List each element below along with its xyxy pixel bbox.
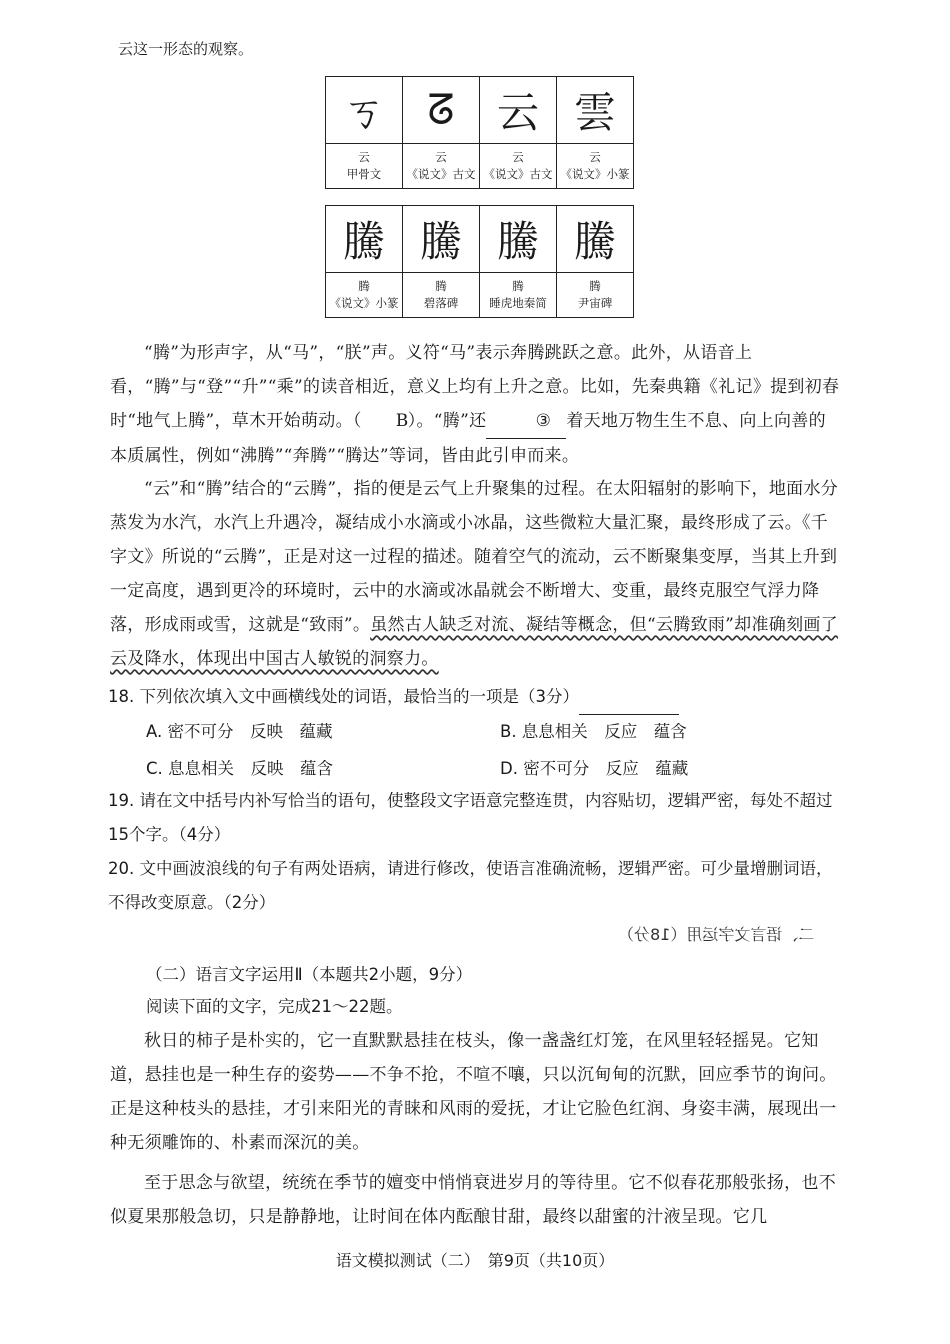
para1-text: “腾”为形声字，从“马”，“朕”声。义符“马”表示奔腾跳跃之意。此外，从语音上看，“腾”与“登”“升”“乘”的读音相近，意义上均有上升之意。比如，先秦典籍《礼记》提到初春时“地气上腾”，草木开始萌动。（ — [110, 343, 840, 431]
question-18 — [108, 680, 843, 715]
glyph-cell: 騰 — [480, 206, 557, 273]
caption-source: 尹宙碑 — [577, 296, 613, 310]
caption-char: 腾 — [435, 279, 447, 293]
caption-cell — [326, 273, 403, 318]
para2-text: “云”和“腾”结合的“云腾”，指的便是云气上升聚集的过程。在太阳辐射的影响下，地面水分蒸发为水汽，水汽上升遇冷，凝结成小水滴或小冰晶，这些微粒大量汇聚，最终形成了云。《千字文》所说的“云腾”，正是对这一过程的描述。随着空气的流动，云不断聚集变厚，当其上升到一定高度，遇到更冷的环境时，云中的水滴或冰晶就会不断增大、变重，最终克服空气浮力降落，形成雨或雪，这就是“致雨”。 — [110, 479, 839, 635]
caption-cell — [480, 144, 557, 189]
glyph-cell: 騰 — [403, 206, 480, 273]
q18-answer-blank — [579, 680, 679, 715]
section-2-instruction: 阅读下面的文字，完成21～22题。 — [146, 997, 403, 1016]
option-b: B. 息息相关 反应 蕴含 — [500, 722, 687, 741]
section-2-title: （二）语言文字运用Ⅱ（本题共2小题，9分） — [146, 965, 473, 984]
q18-stem: 18. 下列依次填入文中画横线处的词语，最恰当的一项是（3分） — [108, 687, 579, 706]
para1-text-c: 着天地万物生生不息、向上向善的本质属性，例如“沸腾”“奔腾”“腾达”等词，皆由此引申而来。 — [110, 411, 826, 466]
caption-source: 甲骨文 — [346, 167, 382, 181]
option-c: C. 息息相关 反映 蕴含 — [146, 759, 334, 778]
caption-cell — [403, 273, 480, 318]
caption-char: 云 — [512, 150, 524, 164]
glyph-cell: 雲 — [557, 77, 634, 144]
caption-source: 碧落碑 — [423, 296, 459, 310]
teng-glyph-table — [325, 205, 634, 318]
caption-cell — [480, 273, 557, 318]
paragraph-longing: 至于思念与欲望，统统在季节的嬗变中悄悄衰进岁月的等待里。它不似春花那般张扬，也不似夏果那般急切，只是静静地，让时间在体内酝酿甘甜，最终以甜蜜的汁液呈现。它几 — [110, 1173, 836, 1227]
glyph-cell: 騰 — [557, 206, 634, 273]
caption-char: 云 — [358, 150, 370, 164]
caption-char: 云 — [435, 150, 447, 164]
paragraph-teng — [110, 336, 840, 473]
caption-source: 《说文》古文 — [483, 167, 553, 181]
caption-source: 《说文》小篆 — [329, 296, 399, 310]
question-19: 19. 请在文中括号内补写恰当的语句，使整段文字语意完整连贯，内容贴切，逻辑严密，每处不超过15个字。（4分） — [108, 791, 833, 844]
wavy-sentence: 虽然古人缺乏对流、凝结等概念，但“云腾致雨”却准确刻画了云及降水，体现出中国古人敏锐的洞察力。 — [110, 615, 838, 669]
glyph-cell: ㄎ — [326, 77, 403, 144]
caption-source: 《说文》小篆 — [560, 167, 630, 181]
caption-source: 睡虎地秦简 — [489, 296, 547, 310]
caption-cell — [557, 144, 634, 189]
glyph-cell: ᘔ — [403, 77, 480, 144]
caption-cell — [557, 273, 634, 318]
glyph-cell: 騰 — [326, 206, 403, 273]
caption-char: 腾 — [589, 279, 601, 293]
blank-3: ③ — [486, 404, 566, 439]
caption-cell — [403, 144, 480, 189]
question-20: 20. 文中画波浪线的句子有两处语病，请进行修改，使语言准确流畅，逻辑严密。可少量增删词语，不得改变原意。（2分） — [108, 859, 833, 912]
glyph-cell: 云 — [480, 77, 557, 144]
para1-text-b: ）。“腾”还 — [407, 411, 487, 431]
caption-char: 腾 — [512, 279, 524, 293]
option-d: D. 密不可分 反应 蕴藏 — [500, 759, 689, 778]
paragraph-yunteng — [110, 472, 840, 676]
top-line: 云这一形态的观察。 — [118, 40, 254, 58]
paragraph-persimmon: 秋日的柿子是朴实的，它一直默默悬挂在枝头，像一盏盏红灯笼，在风里轻轻摇晃。它知道，悬挂也是一种生存的姿势——不争不抢，不喧不嚷，只以沉甸甸的沉默，回应季节的询问。正是这种枝头的悬挂，才引来阳光的青睐和风雨的爱抚，才让它脸色红润、身姿丰满，展现出一种无须雕饰的、朴素而深沉的美。 — [110, 1031, 837, 1153]
yun-glyph-table — [325, 76, 634, 189]
caption-char: 云 — [589, 150, 601, 164]
option-a: A. 密不可分 反映 蕴藏 — [146, 722, 333, 741]
caption-cell — [326, 144, 403, 189]
bleed-through-heading: 二、语言文字运用（18分） — [618, 925, 815, 944]
page-footer: 语文模拟测试（二） 第9页（共10页） — [335, 1251, 615, 1270]
caption-source: 《说文》古文 — [406, 167, 476, 181]
blank-b: B — [395, 411, 409, 431]
caption-char: 腾 — [358, 279, 370, 293]
